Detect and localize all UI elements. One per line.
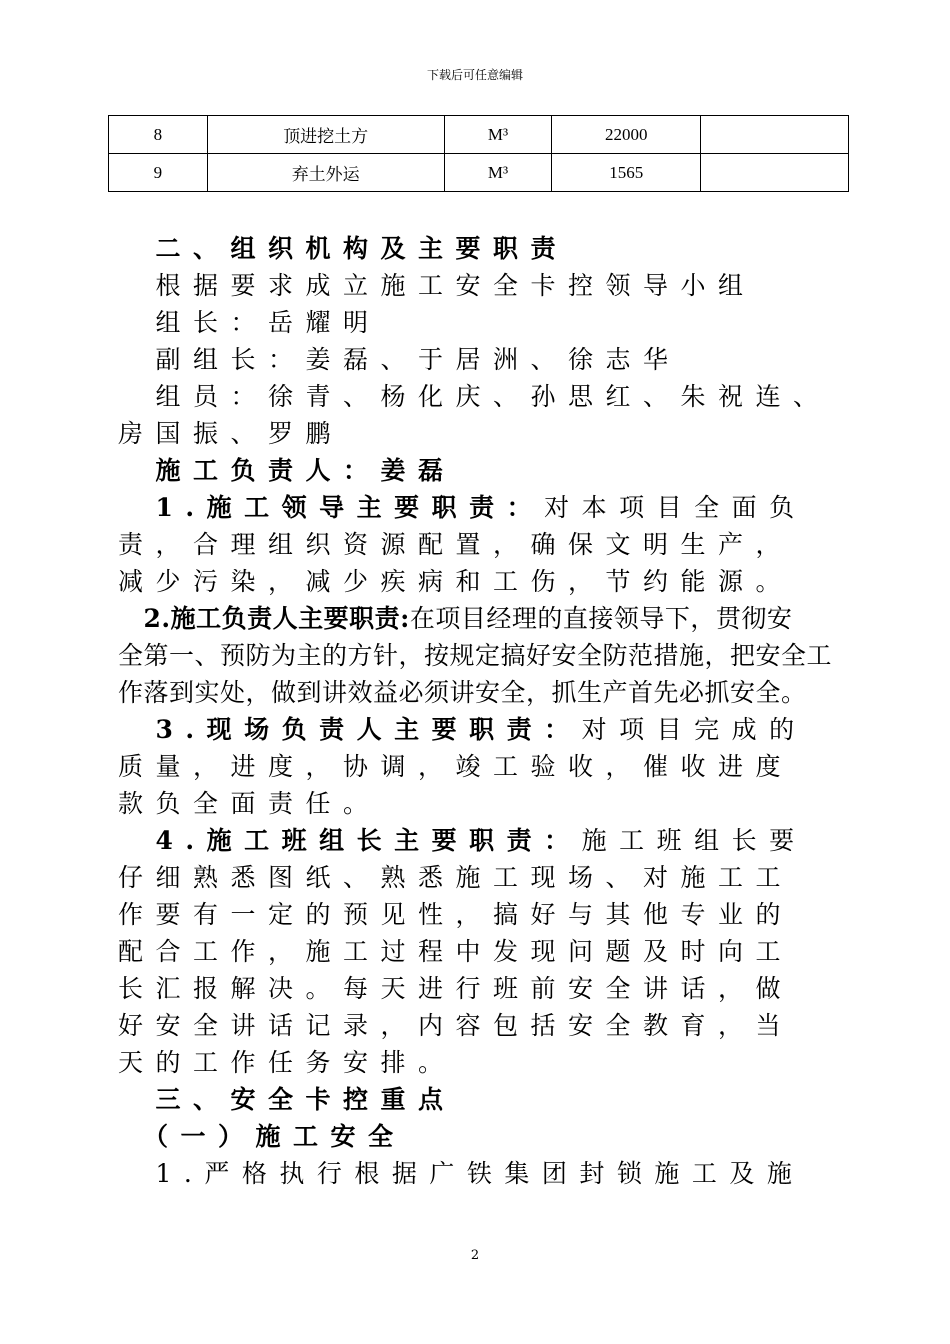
table-cell-note [701,116,849,154]
page-number: 2 [470,1248,480,1263]
text-line: 仔细熟悉图纸、熟悉施工现场、对施工工 [118,863,794,892]
line-text: 对项目完成的 [581,715,807,744]
table-cell-item: 顶进挖土方 [207,116,444,154]
text-line [118,711,848,748]
text-line: 组员：徐青、杨化庆、孙思红、朱祝连、 [118,382,831,411]
table-cell-index: 8 [109,116,208,154]
text-line: 房国振、罗鹏 [118,419,344,448]
text-line: 作落到实处，做到讲效益必须讲安全，抓生产首先必抓安全。 [118,678,807,707]
table-row [109,154,849,192]
text-line [118,822,848,859]
table-cell-note [701,154,849,192]
document-body [118,230,848,1192]
text-line: 根据要求成立施工安全卡控领导小组 [118,271,756,300]
text-line: 配合工作，施工过程中发现问题及时向工 [118,937,794,966]
text-line: 二、组织机构及主要职责 [118,234,569,263]
text-line: 好安全讲话记录，内容包括安全教育，当 [118,1011,794,1040]
text-line: 长汇报解决。每天进行班前安全讲话，做 [118,974,794,1003]
table-cell-quantity: 22000 [552,116,701,154]
text-line: 三、安全卡控重点 [118,1085,456,1114]
text-line: 施工负责人：姜磊 [118,456,456,485]
line-heading: 2.施工负责人主要职责: [118,604,410,633]
text-line: 款负全面责任。 [118,789,381,818]
text-line: 作要有一定的预见性，搞好与其他专业的 [118,900,794,929]
line-text: 施工班组长要 [581,826,807,855]
line-heading: 3.现场负责人主要职责： [118,715,582,744]
line-heading: 1.施工领导主要职责： [118,493,545,522]
page-header: 下载后可任意编辑 [426,68,523,82]
table-row [109,116,849,154]
text-line [118,489,848,526]
table-cell-quantity: 1565 [552,154,701,192]
table-cell-unit: M³ [444,154,552,192]
text-line: 1.严格执行根据广铁集团封锁施工及施 [118,1159,805,1188]
text-line: 质量，进度，协调，竣工验收，催收进度 [118,752,794,781]
text-line: 减少污染，减少疾病和工伤，节约能源。 [118,567,794,596]
text-line: 组长：岳耀明 [118,308,381,337]
line-text: 在项目经理的直接领导下，贯彻安 [409,604,793,633]
text-line: 全第一、预防为主的方针，按规定搞好安全防范措施，把安全工 [118,641,833,670]
text-line: （一）施工安全 [118,1122,406,1151]
table-cell-index: 9 [109,154,208,192]
text-line [118,600,848,637]
text-line: 责，合理组织资源配置，确保文明生产， [118,530,794,559]
table-cell-unit: M³ [444,116,552,154]
line-heading: 4.施工班组长主要职责： [118,826,582,855]
line-text: 对本项目全面负 [544,493,807,522]
text-line: 副组长：姜磊、于居洲、徐志华 [118,345,681,374]
quantity-table [108,115,849,192]
table-cell-item: 弃土外运 [207,154,444,192]
text-line: 天的工作任务安排。 [118,1048,456,1077]
